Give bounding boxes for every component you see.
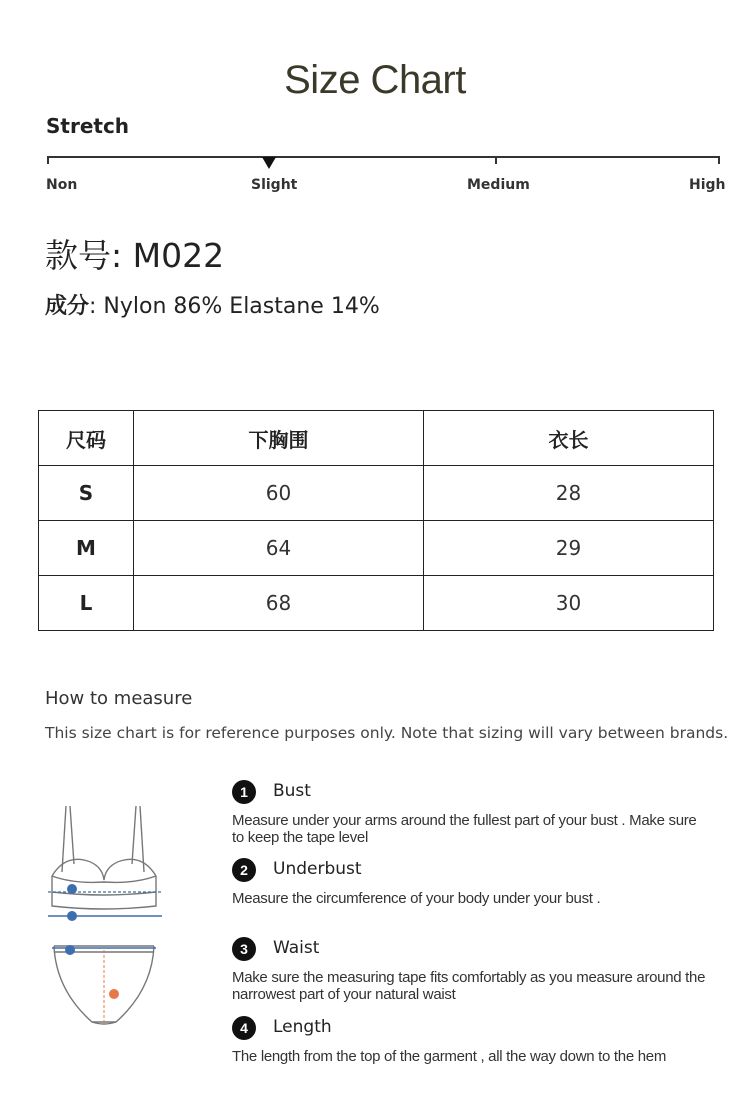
model-value: M022 [132, 236, 225, 275]
marker-1-icon [67, 884, 77, 894]
marker-3-icon [65, 945, 75, 955]
stretch-level-medium: Medium [467, 177, 530, 193]
stretch-level-slight: Slight [251, 177, 298, 193]
number-badge-icon: 1 [232, 780, 256, 804]
number-badge-icon: 4 [232, 1016, 256, 1040]
length-cell: 30 [424, 576, 714, 631]
reference-note: This size chart is for reference purposes only. Note that sizing will vary between brands. [45, 724, 729, 742]
measure-desc: Measure the circumference of your body under your bust . [232, 890, 601, 907]
measure-desc: The length from the top of the garment , all the way down to the hem [232, 1048, 667, 1065]
stretch-marker-icon [262, 157, 276, 169]
how-to-measure-heading: How to measure [45, 688, 193, 709]
composition-key: 成分 [45, 294, 90, 319]
scale-tick [718, 156, 720, 164]
header-underbust: 下胸围 [134, 411, 424, 466]
table-row [39, 466, 714, 521]
scale-tick [495, 156, 497, 164]
measure-title: Waist [273, 938, 320, 958]
header-size: 尺码 [39, 411, 134, 466]
table-header-row [39, 411, 714, 466]
marker-2-icon [67, 911, 77, 921]
size-table [38, 410, 714, 631]
stretch-level-non: Non [46, 177, 78, 193]
measure-title: Length [273, 1017, 332, 1037]
measure-desc: Measure under your arms around the fullest part of your bust . Make sure to keep the tape level [232, 812, 697, 846]
stretch-label: Stretch [46, 114, 130, 138]
underbust-cell: 68 [134, 576, 424, 631]
measure-title: Underbust [273, 859, 362, 879]
length-cell: 28 [424, 466, 714, 521]
bikini-top-icon [52, 806, 156, 909]
header-length: 衣长 [424, 411, 714, 466]
number-badge-icon: 3 [232, 937, 256, 961]
number-badge-icon: 2 [232, 858, 256, 882]
table-row [39, 576, 714, 631]
measure-desc: Make sure the measuring tape fits comfortably as you measure around the narrowest part of your natural waist [232, 969, 706, 1003]
stretch-scale-line [47, 156, 720, 158]
underbust-cell: 64 [134, 521, 424, 576]
marker-4-icon [109, 989, 119, 999]
page-title: Size Chart [284, 58, 466, 102]
size-cell: S [39, 466, 134, 521]
underbust-cell: 60 [134, 466, 424, 521]
model-key: 款号 [45, 236, 111, 275]
stretch-level-high: High [689, 177, 726, 193]
composition: 成分: Nylon 86% Elastane 14% [45, 294, 380, 319]
size-cell: L [39, 576, 134, 631]
size-cell: M [39, 521, 134, 576]
scale-tick [47, 156, 49, 164]
table-row [39, 521, 714, 576]
measure-title: Bust [273, 781, 311, 801]
composition-value: Nylon 86% Elastane 14% [103, 294, 380, 319]
measure-illustration [44, 800, 164, 1040]
model-number: 款号: M022 [45, 236, 225, 275]
length-cell: 29 [424, 521, 714, 576]
